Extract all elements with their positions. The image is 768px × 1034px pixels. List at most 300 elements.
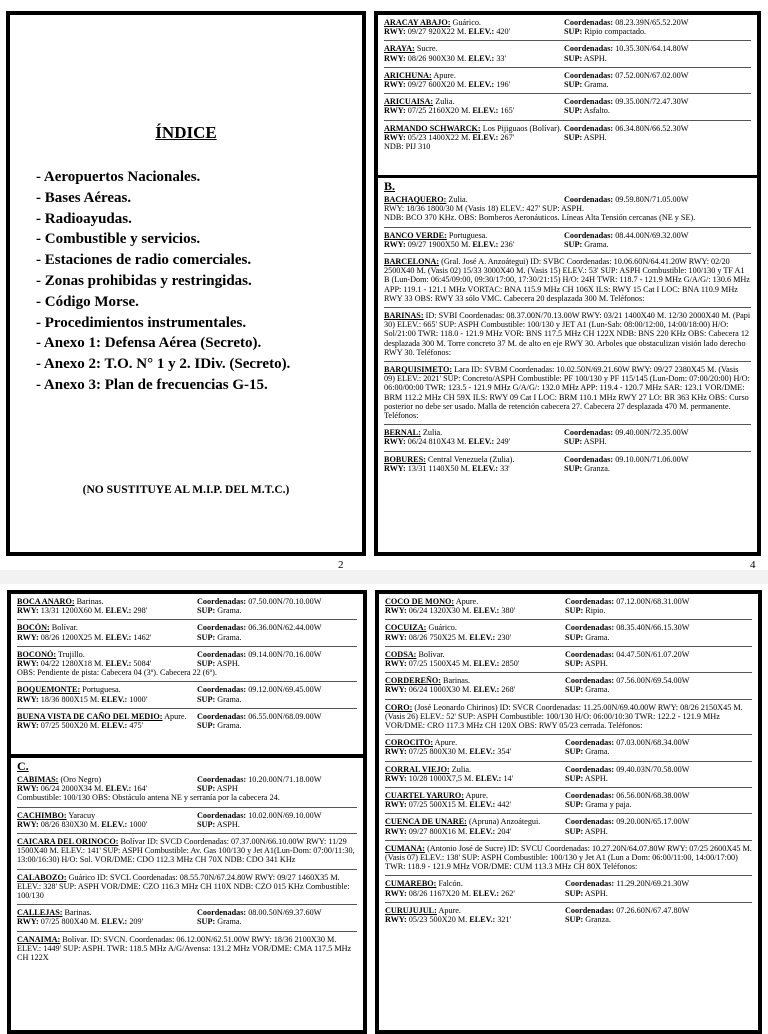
index-list — [36, 167, 290, 396]
index-item: - Bases Aéreas. — [36, 189, 132, 206]
elevation-value: 249' — [494, 437, 511, 447]
airport-location: Yaracuy — [66, 810, 96, 820]
surface-value: Granza. — [582, 463, 610, 473]
coordinates-label: Coordenadas: — [197, 775, 247, 784]
runway-label: RWY: — [384, 132, 406, 142]
elevation-value: 442' — [495, 800, 512, 810]
airport-extra: NDB: BCO 370 KHz. OBS: Bomberos Aeronáuticos. Líneas Alta Tensión cercanas (NE y SE). — [384, 213, 696, 223]
coordinates-label: Coordenadas: — [564, 44, 614, 54]
runway-value: 18/36 800X15 M. — [38, 694, 100, 704]
runway-label: RWY: — [17, 659, 39, 669]
surface-label: SUP: — [565, 632, 584, 642]
elevation-value: 1462' — [131, 632, 152, 642]
coordinates-value: 06.56.00N/68.38.00W — [614, 791, 690, 801]
airport-name: BOCONÓ: — [17, 649, 57, 659]
elevation-value: 2850' — [499, 659, 520, 669]
elevation-label: ELEV.: — [469, 915, 496, 925]
surface-label: SUP: — [564, 463, 583, 473]
elevation-value: 262' — [499, 888, 515, 898]
airport-location: Apure. — [436, 905, 461, 915]
airport-entry — [384, 15, 751, 41]
coordinates-value: 07.03.00N/68.34.00W — [614, 738, 690, 748]
section-c-continued-panel — [375, 590, 762, 1034]
coordinates-label: Coordenadas: — [564, 18, 614, 27]
elevation-label: ELEV.: — [101, 721, 128, 731]
coordinates-label: Coordenadas: — [197, 649, 247, 659]
page-number-2: 2 — [338, 559, 344, 571]
surface-label: SUP: — [197, 917, 216, 927]
coordinates-label: Coordenadas: — [565, 879, 615, 889]
section-letter: B. — [384, 179, 396, 193]
airport-name: CODSA: — [385, 649, 417, 659]
elevation-label: ELEV.: — [468, 53, 495, 63]
surface-value: ASPH. — [215, 659, 240, 669]
surface-value: Grama. — [215, 917, 242, 927]
runway-label: RWY: — [385, 826, 407, 836]
coordinates-label: Coordenadas: — [565, 764, 615, 774]
airport-entry — [385, 841, 752, 877]
runway-label: RWY: — [384, 437, 406, 447]
runway-value: 07/25 2160X20 M. — [405, 106, 471, 116]
index-item: - Estaciones de radio comerciales. — [36, 252, 252, 269]
coordinates-label: Coordenadas: — [564, 454, 614, 464]
airport-details: (Antonio José de Sucre) ID: SVCU Coordenadas: 10.27.20N/64.07.80W RWY: 07/25 2600X45 M. (Vasis 07) ELEV.: 138' SUP: ASPH Combustible: 100/130 y Jet A1 (Lun a Dom: 06:00/11:00, 14:00/17:00) TWR: 118.9 - 121.9 MHz VOR/DME: CUM 113.3 MHz CH 80X Teléfonos: — [385, 843, 752, 872]
runway-value: 07/25 800X30 M. — [406, 747, 468, 757]
index-item: - Procedimientos instrumentales. — [36, 314, 247, 331]
airport-name: BANCO VERDE: — [384, 230, 447, 240]
airport-extra: OBS: Pendiente de pista: Cabecera 04 (3º). Cabecera 22 (6º). — [17, 668, 217, 678]
coordinates-label: Coordenadas: — [564, 428, 614, 438]
surface-value: Grama. — [215, 721, 242, 731]
airport-entry — [384, 192, 751, 228]
runway-value: 05/23 500X20 M. — [406, 915, 468, 925]
airport-name: CUMAREBO: — [385, 879, 437, 889]
coordinates-value: 04.47.50N/61.07.20W — [614, 649, 690, 659]
airport-name: CORO: — [385, 702, 413, 712]
section-c-panel — [7, 754, 367, 1034]
airport-entry — [385, 814, 752, 840]
airport-location: (Apruna) Anzoátegui. — [466, 817, 541, 827]
elevation-value: 33' — [494, 53, 506, 63]
surface-value: Grama. — [215, 606, 242, 616]
coordinates-label: Coordenadas: — [565, 817, 615, 827]
runway-label: RWY: — [17, 784, 39, 794]
surface-value: Grama y paja. — [583, 800, 632, 810]
coordinates-value: 09.40.00N/72.35.00W — [613, 428, 689, 438]
airport-location: Apure. — [431, 70, 456, 80]
airport-location: Falcón. — [436, 879, 463, 889]
runway-label: RWY: — [384, 27, 406, 37]
surface-value: ASPH. — [582, 132, 607, 142]
coordinates-value: 07.52.00N/67.02.00W — [613, 70, 689, 80]
airport-entry — [384, 254, 751, 308]
airport-name: CUMANA: — [385, 843, 426, 853]
airport-entry — [385, 673, 752, 699]
airport-details: Lara ID: SVBM Coordenadas: 10.02.50N/69.21.60W RWY: 09/27 2380X45 M. (Vasis 09) ELEV.: 2021' SUP: Concreto/ASPH Combustible: PF 100/130 y PF 115/145 (Lun-Dom: 07:00/20:00) H/O: 06:00/00:00 TWR: 123.5 - 121.9 MHz G/A/G/: 132.0 MHz APP: 119.4 - 120.7 MHz SAR: 123.1 VOR/DME: BRM 112.2 MHz CH 59X ILS: RWY 09 Cat I LOC: BRM 110.1 MHz RWY 27 LO: BR 363 KHz OBS: Curso posterior no debe ser usado. Malla de retención cabecera 27. Cabecera 27 desplazada 470 M. permanente. Teléfonos: — [384, 365, 750, 421]
airport-entry — [17, 620, 357, 646]
coordinates-label: Coordenadas: — [197, 711, 247, 721]
coordinates-value: 09.10.00N/71.06.00W — [613, 454, 689, 464]
runway-label: RWY: — [17, 632, 39, 642]
runway-label: RWY: — [385, 685, 407, 695]
surface-label: SUP: — [564, 53, 583, 63]
section-a-panel — [374, 11, 761, 179]
runway-value: 06/24 1000X30 M. — [406, 685, 472, 695]
coordinates-value: 06.36.00N/62.44.00W — [246, 623, 322, 633]
airport-entry — [385, 762, 752, 788]
coordinates-value: 07.50.00N/70.10.00W — [246, 597, 322, 606]
airport-name: CORRAL VIEJO: — [385, 764, 450, 774]
airport-name: CALABOZO: — [17, 872, 67, 882]
surface-label: SUP: — [197, 819, 216, 829]
airport-name: BACHAQUERO: — [384, 195, 447, 204]
surface-value: ASPH. — [215, 819, 240, 829]
airport-entry — [384, 452, 751, 477]
airport-name: BARCELONA: — [384, 257, 440, 267]
runway-label: RWY: — [385, 888, 407, 898]
surface-label: SUP: — [565, 606, 584, 616]
airport-location: Guárico. — [450, 18, 481, 27]
surface-label: SUP: — [565, 773, 584, 783]
surface-label: SUP: — [565, 915, 584, 925]
runway-label: RWY: — [17, 606, 39, 616]
elevation-label: ELEV.: — [101, 694, 128, 704]
elevation-label: ELEV.: — [469, 826, 496, 836]
surface-value: ASPH. — [583, 773, 608, 783]
runway-details: RWY: 18/36 1800/30 M (Vasis 18) ELEV.: 427' SUP: ASPH. — [384, 204, 585, 214]
index-item: - Aeropuertos Nacionales. — [36, 169, 201, 185]
coordinates-value: 09.40.03N/70.58.00W — [614, 764, 690, 774]
runway-value: 13/31 1200X60 M. — [38, 606, 104, 616]
airport-name: BARINAS: — [384, 311, 424, 321]
runway-value: 08/26 1200X25 M. — [38, 632, 104, 642]
coordinates-value: 09.35.00N/72.47.30W — [613, 97, 689, 107]
index-item: - Código Morse. — [36, 293, 139, 310]
elevation-label: ELEV.: — [469, 800, 496, 810]
airport-entry — [385, 735, 752, 761]
runway-value: 08/26 1167X20 M. — [406, 888, 471, 898]
elevation-label: ELEV.: — [469, 632, 496, 642]
runway-value: 09/27 800X16 M. — [406, 826, 468, 836]
runway-value: 07/25 800X40 M. — [38, 917, 100, 927]
airport-entry — [17, 905, 357, 931]
surface-value: Grama. — [215, 694, 242, 704]
elevation-value: 268' — [499, 685, 516, 695]
airport-name: BOCA ANARO: — [17, 597, 75, 606]
surface-value: ASPH. — [582, 437, 607, 447]
surface-label: SUP: — [565, 685, 584, 695]
airport-details: (José Leonardo Chirinos) ID: SVCR Coordenadas: 11.25.00N/69.40.00W RWY: 08/26 2150X45 M. (Vasis 26) ELEV.: 52' SUP: ASPH Combustible: 100/130 H/O: 06:00/10:30 TWR: 122.2 - 121.9 MHz VOR/DME: CRO 117.3 MHz CH 120X OBS: RWY 05/23 cerrada. Teléfonos: — [385, 702, 743, 731]
airport-name: BERNAL: — [384, 428, 421, 438]
elevation-label: ELEV.: — [472, 106, 499, 116]
runway-value: 07/25 1500X45 M. — [406, 659, 472, 669]
elevation-label: ELEV.: — [468, 80, 495, 90]
index-item: - Anexo 3: Plan de frecuencias G-15. — [36, 376, 268, 393]
elevation-label: ELEV.: — [105, 606, 132, 616]
coordinates-value: 10.35.30N/64.14.80W — [613, 44, 689, 54]
index-page — [6, 11, 366, 556]
surface-label: SUP: — [197, 721, 216, 731]
airport-entry — [17, 870, 357, 906]
runway-label: RWY: — [385, 606, 407, 616]
coordinates-label: Coordenadas: — [565, 905, 615, 915]
elevation-label: ELEV.: — [105, 784, 132, 794]
airport-location: Apure. — [162, 711, 187, 721]
airport-name: ARMANDO SCHWARCK: — [384, 123, 481, 133]
airport-location: Portuguesa. — [80, 685, 121, 695]
elevation-value: 164' — [131, 784, 148, 794]
coordinates-value: 07.56.00N/69.54.00W — [614, 676, 690, 686]
coordinates-label: Coordenadas: — [197, 908, 247, 918]
airport-entry — [17, 808, 357, 834]
airport-entry — [385, 700, 752, 736]
page-number-4: 4 — [750, 559, 756, 571]
elevation-label: ELEV.: — [101, 917, 128, 927]
airport-location: Barinas. — [62, 908, 92, 918]
elevation-value: 236' — [498, 239, 515, 249]
airport-entry — [385, 647, 752, 673]
airport-location: Trujillo. — [56, 649, 85, 659]
surface-value: Grama. — [583, 632, 610, 642]
surface-value: Asfalto. — [582, 106, 610, 116]
airport-entry — [384, 228, 751, 254]
airport-entry — [17, 647, 357, 683]
surface-value: ASPH — [215, 784, 238, 794]
airport-name: COCUIZA: — [385, 623, 427, 633]
surface-label: SUP: — [565, 800, 584, 810]
airport-location: Apure. — [454, 597, 479, 606]
elevation-label: ELEV.: — [473, 606, 500, 616]
airport-extra: Combustible: 100/130 OBS: Obstáculo antena NE y serranía por la cabecera 24. — [17, 793, 280, 803]
airport-name: ARICHUNA: — [384, 70, 432, 80]
elevation-value: 1000' — [127, 819, 148, 829]
surface-value: Grama. — [582, 239, 609, 249]
airport-entry — [17, 834, 357, 870]
elevation-value: 209' — [127, 917, 144, 927]
surface-value: Grama. — [583, 685, 610, 695]
airport-details: Guárico ID: SVCL Coordenadas: 08.55.70N/67.24.80W RWY: 09/27 1460X35 M. ELEV.: 328' SUP: ASPH VOR/DME: CZO 116.3 MHz CH 110X NDB: CZO 015 KHz Combustible: 100/130 — [17, 872, 350, 901]
runway-value: 06/24 1320X30 M. — [406, 606, 472, 616]
runway-label: RWY: — [385, 773, 407, 783]
runway-label: RWY: — [17, 694, 39, 704]
airport-entry — [17, 932, 357, 967]
index-item: - Combustible y servicios. — [36, 231, 201, 248]
airport-entry — [384, 308, 751, 362]
surface-label: SUP: — [197, 784, 216, 794]
coordinates-value: 08.23.39N/65.52.20W — [613, 18, 689, 27]
elevation-value: 420' — [494, 27, 511, 37]
airport-name: CACHIMBO: — [17, 810, 67, 820]
runway-value: 13/31 1140X50 M. — [405, 463, 470, 473]
coordinates-label: Coordenadas: — [564, 123, 614, 133]
runway-value: 05/23 1400X22 M. — [405, 132, 471, 142]
index-title: ÍNDICE — [155, 123, 217, 142]
surface-label: SUP: — [564, 80, 583, 90]
coordinates-label: Coordenadas: — [197, 685, 247, 695]
elevation-label: ELEV.: — [105, 632, 132, 642]
airport-name: BOCÓN: — [17, 623, 50, 633]
airport-entry — [384, 121, 751, 156]
elevation-value: 298' — [131, 606, 148, 616]
elevation-value: 354' — [495, 747, 512, 757]
coordinates-label: Coordenadas: — [565, 623, 615, 633]
coordinates-label: Coordenadas: — [564, 230, 614, 240]
elevation-label: ELEV.: — [473, 685, 500, 695]
runway-label: RWY: — [384, 239, 406, 249]
elevation-label: ELEV.: — [469, 747, 496, 757]
airport-name: CANAIMA: — [17, 934, 61, 944]
airport-name: CAICARA DEL ORINOCO: — [17, 837, 119, 847]
surface-label: SUP: — [197, 659, 216, 669]
elevation-label: ELEV.: — [475, 773, 502, 783]
section-b-panel — [374, 178, 761, 556]
coordinates-label: Coordenadas: — [565, 597, 615, 606]
runway-value: 08/26 830X30 M. — [38, 819, 100, 829]
runway-label: RWY: — [385, 659, 407, 669]
section-letter: C. — [17, 759, 29, 773]
airport-name: COCO DE MONO: — [385, 597, 455, 606]
elevation-value: 1000' — [127, 694, 148, 704]
surface-value: Grama. — [583, 747, 610, 757]
coordinates-label: Coordenadas: — [197, 623, 247, 633]
coordinates-value: 08.44.00N/69.32.00W — [613, 230, 689, 240]
runway-value: 07/25 500X15 M. — [406, 800, 468, 810]
surface-label: SUP: — [564, 437, 583, 447]
elevation-label: ELEV.: — [468, 437, 495, 447]
section-b-continued-panel — [7, 590, 367, 754]
airport-entry — [384, 94, 751, 120]
coordinates-label: Coordenadas: — [565, 738, 615, 748]
airport-location: Bolívar. — [49, 623, 78, 633]
elevation-label: ELEV.: — [473, 659, 500, 669]
airport-name: CABIMAS: — [17, 775, 59, 784]
runway-label: RWY: — [384, 53, 406, 63]
airport-entry — [384, 425, 751, 451]
airport-name: ARACAY ABAJO: — [384, 18, 451, 27]
runway-label: RWY: — [384, 80, 406, 90]
coordinates-label: Coordenadas: — [197, 810, 247, 820]
coordinates-label: Coordenadas: — [565, 649, 615, 659]
runway-label: RWY: — [384, 463, 406, 473]
runway-value: 10/28 1000X7,5 M. — [406, 773, 474, 783]
airport-location: Guárico. — [426, 623, 457, 633]
airport-location: Apure. — [433, 738, 458, 748]
runway-label: RWY: — [385, 632, 407, 642]
airport-name: BOQUEMONTE: — [17, 685, 81, 695]
surface-label: SUP: — [564, 239, 583, 249]
surface-label: SUP: — [197, 694, 216, 704]
index-item: - Anexo 1: Defensa Aérea (Secreto). — [36, 335, 262, 352]
airport-location: Los Pijiguaos (Bolívar). — [480, 123, 562, 133]
coordinates-label: Coordenadas: — [564, 97, 614, 107]
airport-location: Barinas. — [74, 597, 104, 606]
airport-name: COROCITO: — [385, 738, 434, 748]
airport-name: ARICUAISA: — [384, 97, 434, 107]
runway-value: 07/25 500X20 M. — [38, 721, 100, 731]
airport-location: Barinas. — [440, 676, 471, 686]
airport-name: ARAYA: — [384, 44, 415, 54]
airport-location: Bolívar. — [416, 649, 445, 659]
airport-entry — [385, 788, 752, 814]
runway-value: 06/24 810X43 M. — [405, 437, 467, 447]
airport-name: CUARTEL YARURO: — [385, 791, 464, 801]
index-footer-note: (NO SUSTITUYE AL M.I.P. DEL M.T.C.) — [82, 484, 290, 496]
airport-details: Bolívar ID: SVCD Coordenadas: 07.37.00N/66.10.00W RWY: 11/29 1500X40 M. ELEV.: 141' SUP: ASPH Combustible: Av. Gas 100/130 y Jet A1(Lun-Dom: 07:00/11:30, 13:00/16:30) H/O: Sol. VOR/DME: CDO 112.3 MHz CH 70X NDB: CDO 341 KHz — [17, 837, 355, 865]
airport-name: BUENA VISTA DE CAÑO DEL MEDIO: — [17, 711, 163, 721]
airport-details: (Gral. José A. Anzoátegui) ID: SVBC Coordenadas: 10.06.60N/64.41.20W RWY: 02/20 2500X40 M. (Vasis 02) 15/33 3000X40 M. (Vasis 15) ELEV.: 53' SUP: ASPH Combustible: 100/130 y TF A1 B (Lun-Dom: 06:45/09:00, 09:30/17:00, 17:30/21:15) H/O: 24H TWR: 118.7 - 121.9 MHz G/A/G/: 130.6 MHz APP: 119.1 - 121.1 MHz VORTAC: BNA 115.9 MHz CH 106X ILS: RWY 15 Cat I LOC: BNA 110.9 MHz RWY 33 OBS: RWY 33 sólo VMC. Cabecera 20 desplazada 300 M. Teléfonos: — [384, 257, 750, 303]
airport-entry — [385, 876, 752, 902]
coordinates-value: 09.14.00N/70.16.00W — [246, 649, 322, 659]
airport-name: CORDEREÑO: — [385, 676, 441, 686]
elevation-label: ELEV.: — [472, 132, 499, 142]
coordinates-value: 06.34.80N/66.52.30W — [613, 123, 689, 133]
coordinates-value: 07.26.60N/67.47.80W — [614, 905, 690, 915]
airport-location: Zulia. — [433, 97, 455, 107]
runway-value: 06/24 2000X34 M. — [38, 784, 104, 794]
surface-label: SUP: — [565, 747, 584, 757]
coordinates-label: Coordenadas: — [564, 195, 614, 204]
airport-entry — [384, 41, 751, 67]
airport-location: Zulia. — [446, 195, 468, 204]
elevation-value: 196' — [494, 80, 511, 90]
surface-value: ASPH. — [583, 826, 608, 836]
surface-value: ASPH. — [583, 659, 608, 669]
surface-label: SUP: — [197, 632, 216, 642]
airport-entry — [385, 903, 752, 928]
surface-value: Ripio compactado. — [582, 27, 647, 37]
coordinates-value: 09.20.00N/65.17.00W — [614, 817, 690, 827]
elevation-label: ELEV.: — [105, 659, 132, 669]
elevation-value: 33' — [498, 463, 510, 473]
airport-entry — [17, 682, 357, 708]
elevation-label: ELEV.: — [472, 463, 499, 473]
elevation-label: ELEV.: — [468, 27, 495, 37]
elevation-label: ELEV.: — [472, 239, 499, 249]
airport-name: BOBURES: — [384, 454, 426, 464]
runway-value: 08/26 750X25 M. — [406, 632, 468, 642]
surface-label: SUP: — [197, 606, 216, 616]
runway-value: 09/27 600X20 M. — [405, 80, 467, 90]
airport-location: Apure. — [463, 791, 489, 801]
airport-location: Zulia. — [449, 764, 472, 774]
elevation-value: 321' — [495, 915, 512, 925]
runway-label: RWY: — [385, 800, 407, 810]
index-item: - Zonas prohibidas y restringidas. — [36, 272, 252, 289]
index-item: - Anexo 2: T.O. N° 1 y 2. IDiv. (Secreto). — [36, 356, 291, 373]
runway-label: RWY: — [17, 917, 39, 927]
airport-entry — [384, 362, 751, 425]
surface-label: SUP: — [564, 132, 583, 142]
runway-label: RWY: — [384, 106, 406, 116]
runway-label: RWY: — [17, 819, 39, 829]
runway-value: 04/22 1280X18 M. — [38, 659, 104, 669]
surface-value: Ripio. — [583, 606, 606, 616]
coordinates-label: Coordenadas: — [565, 791, 615, 801]
airport-entry — [17, 709, 357, 734]
airport-entry — [384, 68, 751, 94]
surface-label: SUP: — [565, 826, 584, 836]
coordinates-label: Coordenadas: — [565, 676, 615, 686]
elevation-value: 230' — [495, 632, 512, 642]
runway-value: 08/26 900X30 M. — [405, 53, 467, 63]
airport-entry — [17, 772, 357, 808]
airport-location: Portuguesa. — [446, 230, 488, 240]
surface-label: SUP: — [564, 27, 583, 37]
coordinates-value: 11.29.20N/69.21.30W — [614, 879, 690, 889]
surface-value: ASPH. — [582, 53, 607, 63]
airport-name: BARQUISIMETO: — [384, 365, 453, 375]
airport-location: Sucre. — [414, 44, 438, 54]
